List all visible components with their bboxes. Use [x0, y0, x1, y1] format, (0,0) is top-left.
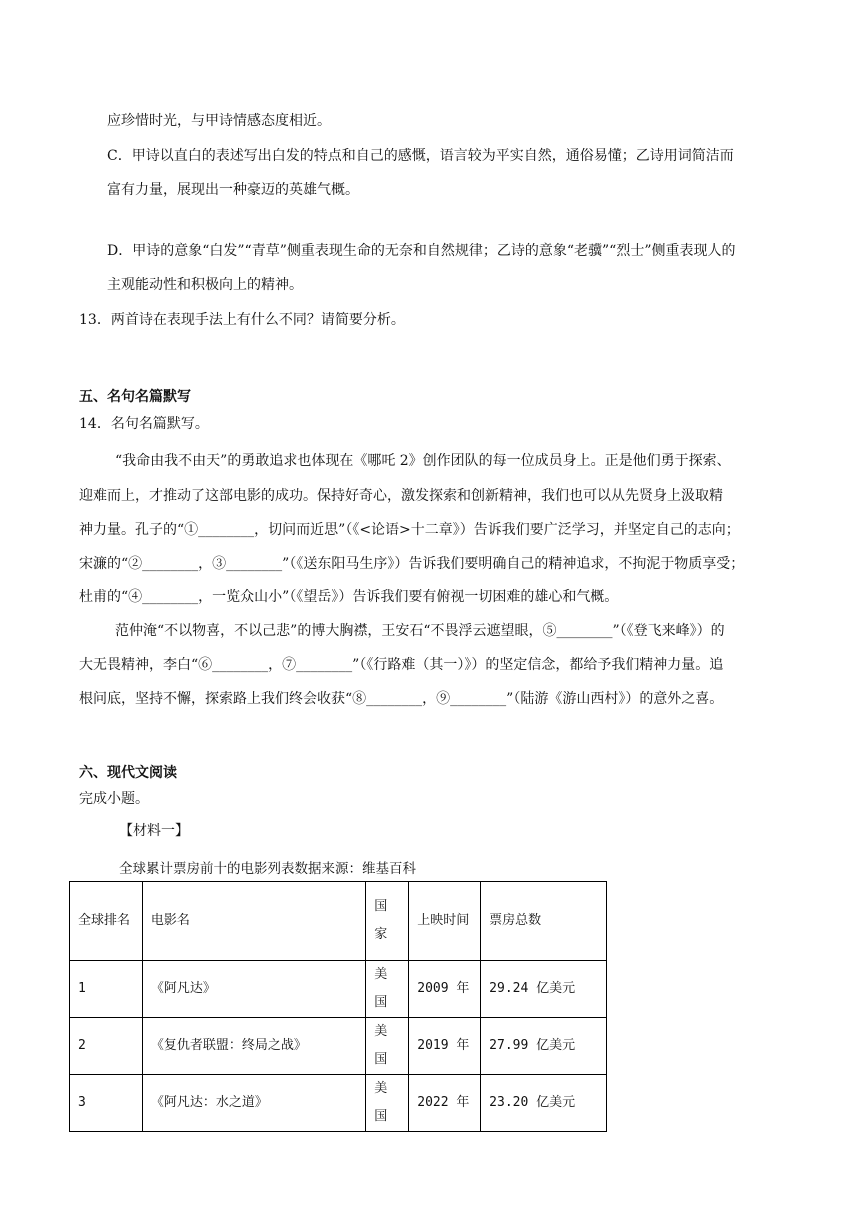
cell-gross: 23.20 亿美元 [481, 1075, 607, 1132]
paragraph-line: 宋濂的“②________，③________”（《送东阳马生序》）告诉我们要明确自己的精神追求，不拘泥于物质享受； [79, 556, 745, 572]
header-country: 国家 [366, 882, 409, 961]
cell-rank: 2 [70, 1018, 143, 1075]
header-gross: 票房总数 [481, 882, 607, 961]
material-label: 【材料一】 [119, 823, 189, 839]
cell-country: 美国 [366, 1018, 409, 1075]
header-title: 电影名 [142, 882, 365, 961]
table-caption: 全球累计票房前十的电影列表数据来源：维基百科 [119, 861, 416, 877]
option-b-continuation: 应珍惜时光，与甲诗情感态度相近。 [107, 113, 331, 129]
option-d-line-1: D．甲诗的意象“白发”“青草”侧重表现生命的无奈和自然规律；乙诗的意象“老骥”“烈士”侧重表现人的 [107, 243, 736, 259]
cell-country: 美国 [366, 1075, 409, 1132]
paragraph-line: 大无畏精神，李白“⑥________，⑦________”（《行路难（其一）》）的坚定信念，都给予我们精神力量。追 [79, 657, 724, 673]
instruction: 完成小题。 [79, 791, 149, 807]
option-c-line-1: C．甲诗以直白的表述写出白发的特点和自己的感慨，语言较为平实自然，通俗易懂；乙诗用词简洁而 [107, 148, 734, 164]
cell-rank: 1 [70, 961, 143, 1018]
paragraph-line: 迎难而上，才推动了这部电影的成功。保持好奇心，激发探索和创新精神，我们也可以从先贤身上汲取精 [79, 488, 723, 504]
paragraph-line: 神力量。孔子的“①________，切问而近思”（《<论语>十二章》）告诉我们要广泛学习，并坚定自己的志向； [79, 522, 740, 538]
paragraph-line: 根问底，坚持不懈，探索路上我们终会收获“⑧________，⑨________”（陆游《游山西村》）的意外之喜。 [79, 691, 724, 707]
paragraph-line: 杜甫的“④________，一览众山小”（《望岳》）告诉我们要有俯视一切困难的雄心和气概。 [79, 589, 619, 605]
section-5-heading: 五、名句名篇默写 [79, 389, 191, 405]
option-d-line-2: 主观能动性和积极向上的精神。 [107, 277, 303, 293]
question-14: 14．名句名篇默写。 [79, 416, 209, 432]
paragraph-line: 范仲淹“不以物喜，不以己悲”的博大胸襟，王安石“不畏浮云遮望眼，⑤________”（《登飞来峰》）的 [115, 623, 725, 639]
table-header-row [70, 882, 607, 961]
cell-release: 2009 年 [409, 961, 481, 1018]
question-13: 13．两首诗在表现手法上有什么不同？请简要分析。 [79, 312, 405, 328]
cell-title: 《阿凡达：水之道》 [142, 1075, 365, 1132]
table-row [70, 1018, 607, 1075]
cell-release: 2022 年 [409, 1075, 481, 1132]
header-release: 上映时间 [409, 882, 481, 961]
header-rank: 全球排名 [70, 882, 143, 961]
box-office-table [69, 881, 607, 1132]
table-row [70, 961, 607, 1018]
cell-release: 2019 年 [409, 1018, 481, 1075]
cell-title: 《阿凡达》 [142, 961, 365, 1018]
option-c-line-2: 富有力量，展现出一种豪迈的英雄气概。 [107, 182, 359, 198]
table-row [70, 1075, 607, 1132]
cell-rank: 3 [70, 1075, 143, 1132]
paragraph-line: “我命由我不由天”的勇敢追求也体现在《哪吒 2》创作团队的每一位成员身上。正是他们勇于探索、 [115, 453, 731, 469]
cell-title: 《复仇者联盟：终局之战》 [142, 1018, 365, 1075]
cell-gross: 27.99 亿美元 [481, 1018, 607, 1075]
section-6-heading: 六、现代文阅读 [79, 765, 177, 781]
cell-country: 美国 [366, 961, 409, 1018]
cell-gross: 29.24 亿美元 [481, 961, 607, 1018]
